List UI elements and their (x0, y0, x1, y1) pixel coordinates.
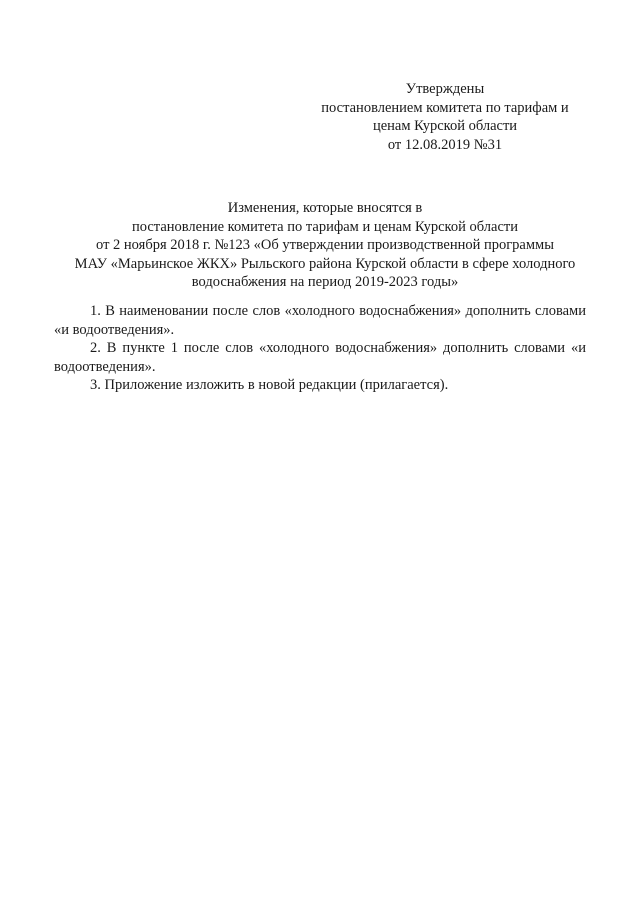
title-line-5: водоснабжения на период 2019-2023 годы» (191, 274, 459, 290)
title-line-3: от 2 ноября 2018 г. №123 «Об утверждении производственной программы (96, 237, 554, 253)
approval-line-3: ценам Курской области (372, 118, 518, 134)
approval-line-4: от 12.08.2019 №31 (387, 136, 503, 153)
title-line-4: МАУ «Марьинское ЖКХ» Рыльского района Курской области в сфере холодного (74, 255, 576, 272)
document-body (54, 302, 586, 395)
title-line-1: Изменения, которые вносятся в (227, 200, 423, 216)
title-line-2: постановление комитета по тарифам и ценам Курской области (132, 218, 518, 235)
list-item: 3. Приложение изложить в новой редакции (прилагается). (90, 377, 449, 393)
document-title (50, 199, 600, 292)
approval-line-1: Утверждены (405, 81, 485, 97)
list-item: 1. В наименовании после слов «холодного водоснабжения» дополнить словами «и водоотведения». (54, 303, 586, 338)
approval-block (300, 80, 590, 154)
approval-line-2: постановлением комитета по тарифам и (321, 99, 569, 116)
list-item: 2. В пункте 1 после слов «холодного водоснабжения» дополнить словами «и водоотведения». (54, 340, 586, 375)
